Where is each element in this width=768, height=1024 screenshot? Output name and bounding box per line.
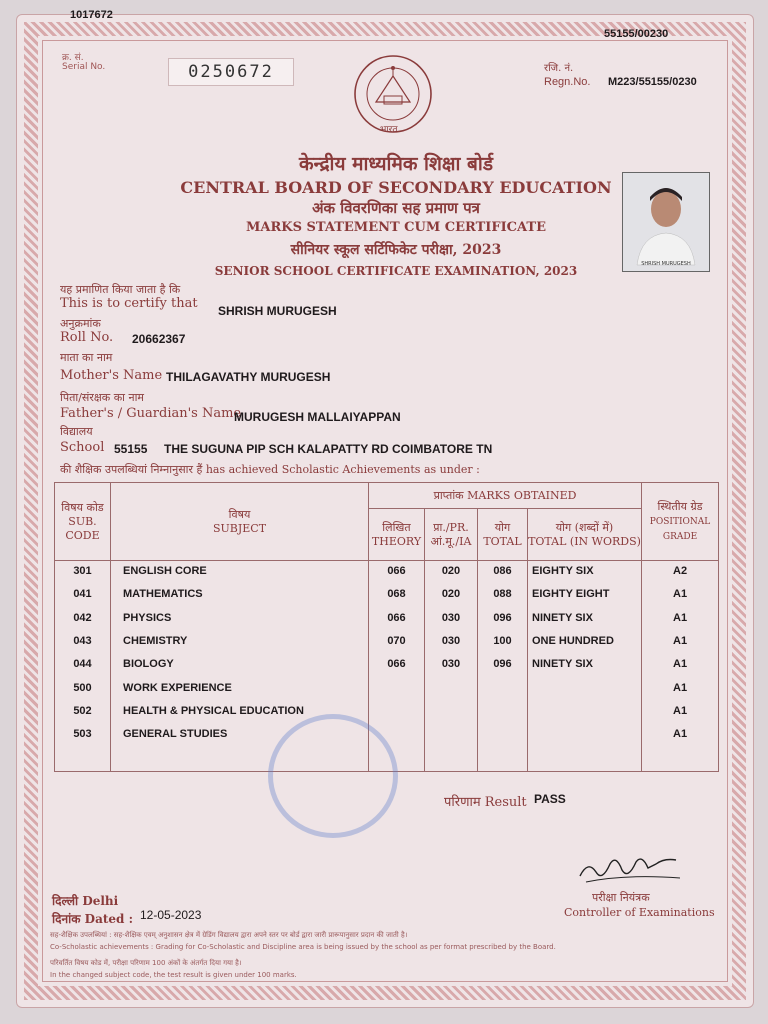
sub-code: 301 [55, 561, 111, 585]
header-sub-code [55, 483, 111, 561]
exam-title-en: SENIOR SCHOOL CERTIFICATE EXAMINATION, 2023 [214, 264, 578, 278]
practical-marks [425, 678, 478, 701]
total-marks: 088 [478, 584, 528, 607]
subject-name: MATHEMATICS [111, 584, 369, 607]
theory-marks: 066 [369, 561, 425, 585]
certify-label-hi: यह प्रमाणित किया जाता है कि [60, 283, 181, 296]
serial-number: 0250672 [168, 58, 294, 86]
header-subject [111, 483, 369, 561]
result-value: PASS [534, 792, 566, 806]
certify-label-en: This is to certify that [60, 296, 198, 311]
grade: A1 [642, 608, 719, 631]
place-en: Delhi [82, 894, 119, 908]
table-row [55, 584, 719, 607]
grade: A1 [642, 584, 719, 607]
total-marks [478, 724, 528, 747]
result-label-hi: परिणाम [444, 795, 481, 810]
sub-code: 503 [55, 724, 111, 747]
serial-label-hi: क्र. सं. [62, 53, 84, 63]
sub-code: 042 [55, 608, 111, 631]
theory-marks: 068 [369, 584, 425, 607]
theory-marks: 066 [369, 608, 425, 631]
table-row [55, 701, 719, 724]
subject-name: PHYSICS [111, 608, 369, 631]
subject-name: HEALTH & PHYSICAL EDUCATION [111, 701, 369, 724]
total-in-words: ONE HUNDRED [528, 631, 642, 654]
header-subject-hi: विषय [228, 507, 251, 521]
subject-name: WORK EXPERIENCE [111, 678, 369, 701]
practical-marks: 030 [425, 654, 478, 677]
roll-label-en: Roll No. [60, 330, 114, 345]
place-label [52, 892, 118, 909]
total-in-words: EIGHTY SIX [528, 561, 642, 585]
father-label-en: Father's / Guardian's Name [60, 406, 242, 421]
roll-label-hi: अनुक्रमांक [60, 317, 101, 330]
marks-table [54, 482, 719, 772]
header-practical-en: आं.मू./IA [430, 534, 472, 548]
footnote-4: In the changed subject code, the test result is given under 100 marks. [50, 971, 297, 979]
grade: A1 [642, 631, 719, 654]
total-in-words: NINETY SIX [528, 654, 642, 677]
school-label-hi: विद्यालय [60, 425, 93, 438]
total-in-words: EIGHTY EIGHT [528, 584, 642, 607]
grade: A1 [642, 701, 719, 724]
theory-marks [369, 701, 425, 724]
controller-signature-icon [576, 846, 686, 892]
top-right-number: 55155/00230 [604, 28, 669, 40]
table-row [55, 608, 719, 631]
dated-en: Dated : [84, 912, 134, 926]
practical-marks: 030 [425, 608, 478, 631]
school-stamp-icon [268, 714, 398, 838]
mother-name: THILAGAVATHY MURUGESH [166, 370, 331, 384]
practical-marks [425, 724, 478, 747]
cert-title-hi: अंक विवरणिका सह प्रमाण पत्र [312, 199, 480, 217]
theory-marks [369, 678, 425, 701]
roll-number: 20662367 [132, 332, 186, 346]
practical-marks: 030 [425, 631, 478, 654]
header-total-hi: योग [494, 520, 511, 534]
header-practical [425, 509, 478, 561]
achieved-en: has achieved Scholastic Achievements as under : [205, 463, 480, 476]
header-practical-hi: प्रा./PR. [433, 520, 469, 534]
header-sub-code-hi: विषय कोड [61, 500, 104, 514]
total-marks: 100 [478, 631, 528, 654]
theory-marks: 066 [369, 654, 425, 677]
grade: A1 [642, 678, 719, 701]
date-value: 12-05-2023 [140, 908, 202, 922]
cert-title-en: MARKS STATEMENT CUM CERTIFICATE [246, 220, 546, 235]
total-marks: 096 [478, 654, 528, 677]
total-in-words [528, 678, 642, 701]
grade: A2 [642, 561, 719, 585]
header-total-en: TOTAL [483, 534, 522, 548]
regn-label-en: Regn.No. [544, 76, 591, 88]
header-total [478, 509, 528, 561]
school-code: 55155 [114, 442, 148, 456]
table-row [55, 654, 719, 677]
theory-marks: 070 [369, 631, 425, 654]
footnote-3: परिवर्तित विषय कोड में, परीक्षा परिणाम 100 अंकों के अंतर्गत दिया गया है। [50, 959, 242, 967]
dated-label [52, 910, 133, 927]
table-row [55, 561, 719, 585]
regn-label-hi: रजि. नं. [544, 63, 574, 74]
school-name: THE SUGUNA PIP SCH KALAPATTY RD COIMBATORE TN [164, 442, 493, 456]
father-name: MURUGESH MALLAIYAPPAN [234, 410, 401, 424]
photo-name-label: SHRISH MURUGESH [641, 261, 691, 267]
total-in-words [528, 724, 642, 747]
sub-code: 041 [55, 584, 111, 607]
subject-name: BIOLOGY [111, 654, 369, 677]
total-in-words [528, 701, 642, 724]
mother-label-hi: माता का नाम [60, 351, 113, 364]
total-marks [478, 701, 528, 724]
sub-code: 043 [55, 631, 111, 654]
exam-title-hi: सीनियर स्कूल सर्टिफिकेट परीक्षा, 2023 [290, 242, 502, 258]
father-label-hi: पिता/संरक्षक का नाम [60, 391, 145, 404]
footnote-2: Co-Scholastic achievements : Grading for Co-Scholastic and Discipline area is being issued by the school as per format prescribed by the Board. [50, 943, 556, 951]
header-marks-obtained: प्राप्तांक MARKS OBTAINED [369, 483, 642, 509]
subject-name: CHEMISTRY [111, 631, 369, 654]
achieved-hi: की शैक्षिक उपलब्धियां निम्नानुसार हैं [60, 463, 203, 476]
emblem-caption: भारत [380, 125, 398, 135]
practical-marks [425, 701, 478, 724]
student-portrait-icon [623, 173, 709, 271]
controller-title-en: Controller of Examinations [564, 906, 715, 919]
total-marks: 096 [478, 608, 528, 631]
controller-title-hi: परीक्षा नियंत्रक [592, 891, 650, 904]
board-title-en: CENTRAL BOARD OF SECONDARY EDUCATION [180, 178, 612, 197]
subject-name: ENGLISH CORE [111, 561, 369, 585]
achieved-statement [60, 462, 480, 477]
candidate-name: SHRISH MURUGESH [218, 304, 337, 318]
sub-code: 502 [55, 701, 111, 724]
table-row [55, 631, 719, 654]
serial-label-en: Serial No. [62, 62, 106, 72]
subject-name: GENERAL STUDIES [111, 724, 369, 747]
result-label [444, 792, 527, 810]
board-title-hi: केन्द्रीय माध्यमिक शिक्षा बोर्ड [299, 153, 493, 175]
student-photo [622, 172, 710, 272]
place-hi: दिल्ली [52, 894, 79, 908]
total-in-words: NINETY SIX [528, 608, 642, 631]
mother-label-en: Mother's Name [60, 368, 163, 383]
header-sub-code-en: SUB. CODE [65, 514, 100, 542]
total-marks [478, 678, 528, 701]
regn-number: M223/55155/0230 [608, 76, 697, 88]
sub-code: 044 [55, 654, 111, 677]
header-words-hi: योग (शब्दों में) [555, 520, 614, 534]
header-theory-en: THEORY [371, 534, 422, 548]
header-words-en: TOTAL (IN WORDS) [528, 534, 641, 548]
header-subject-en: SUBJECT [212, 521, 267, 535]
header-words [528, 509, 642, 561]
table-row [55, 678, 719, 701]
header-grade-hi: स्थितीय ग्रेड [657, 499, 703, 513]
top-left-number: 1017672 [70, 9, 113, 21]
grade: A1 [642, 724, 719, 747]
dated-hi: दिनांक [52, 912, 81, 926]
school-label-en: School [60, 440, 105, 455]
header-theory [369, 509, 425, 561]
grade: A1 [642, 654, 719, 677]
header-grade [642, 483, 719, 561]
practical-marks: 020 [425, 584, 478, 607]
total-marks: 086 [478, 561, 528, 585]
header-theory-hi: लिखित [382, 520, 411, 534]
footnote-1: सह-शैक्षिक उपलब्धियां : सह-शैक्षिक एवम् अनुशासन क्षेत्र में ग्रेडिंग विद्यालय द्वारा अपने स्तर पर बोर्ड द्वारा जारी प्रारूपानुसार प्रदान की जाती है। [50, 931, 408, 939]
result-label-en: Result [484, 795, 527, 810]
sub-code: 500 [55, 678, 111, 701]
practical-marks: 020 [425, 561, 478, 585]
header-grade-en: POSITIONAL GRADE [649, 516, 711, 542]
